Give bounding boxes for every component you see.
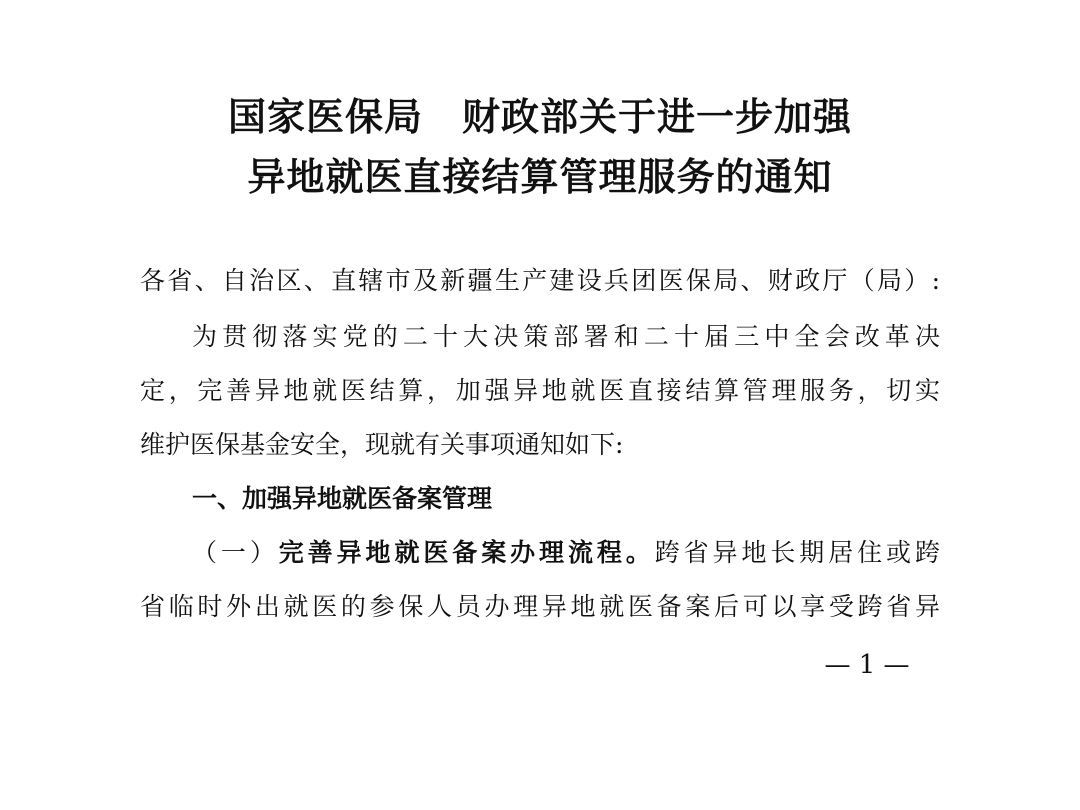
paragraph-1-line-1: 为贯彻落实党的二十大决策部署和二十届三中全会改革决 [192,322,940,351]
salutation: 各省、自治区、直辖市及新疆生产建设兵团医保局、财政厅（局）: [140,266,940,295]
subsection-1-line-2: 省临时外出就医的参保人员办理异地就医备案后可以享受跨省异 [140,592,940,621]
section-1-heading: 一、加强异地就医备案管理 [192,484,493,513]
document-title-line-2: 异地就医直接结算管理服务的通知 [247,155,833,199]
document-title-line-1: 国家医保局 财政部关于进一步加强 [227,95,852,139]
page-number: — 1 — [824,650,910,680]
subsection-1-line-1-text: 跨省异地长期居住或跨 [654,538,940,567]
subsection-1-line-1 [192,536,940,570]
paragraph-1-line-3: 维护医保基金安全，现就有关事项通知如下: [140,430,624,459]
paragraph-1-line-2: 定，完善异地就医结算，加强异地就医直接结算管理服务，切实 [140,376,940,405]
subsection-1-title: 完善异地就医备案办理流程。 [278,538,655,567]
subsection-1-label: （一） [192,538,279,567]
